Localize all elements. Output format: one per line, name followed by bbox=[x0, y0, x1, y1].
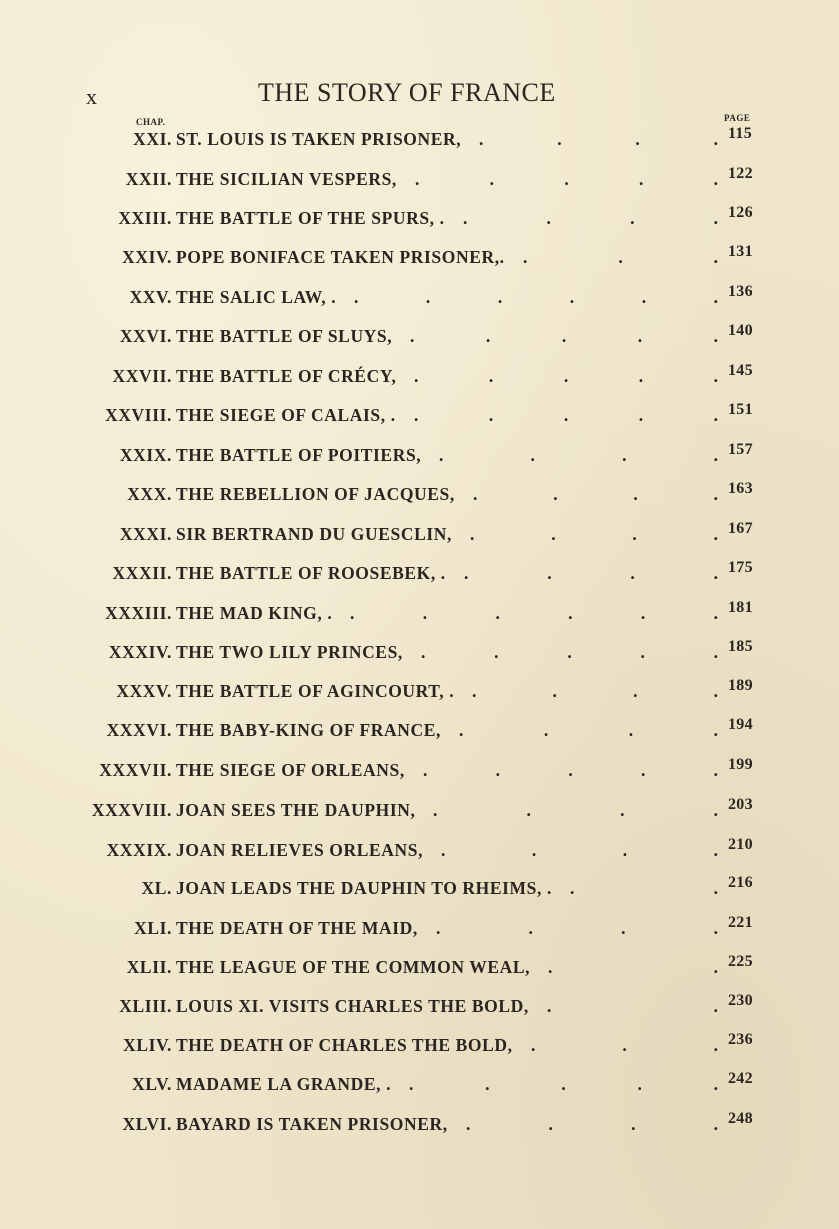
chapter-title: THE BABY-KING OF FRANCE, bbox=[176, 720, 441, 740]
page-reference: 163 bbox=[728, 480, 753, 497]
chapter-title: MADAME LA GRANDE, . bbox=[176, 1074, 392, 1094]
chapter-number: XLIII. bbox=[119, 996, 172, 1016]
chapter-title: THE MAD KING, . bbox=[176, 603, 333, 623]
page-reference: 203 bbox=[728, 796, 753, 813]
chapter-title: THE SICILIAN VESPERS, bbox=[176, 169, 397, 189]
chapter-number: XXXVI. bbox=[106, 720, 172, 740]
page-reference: 199 bbox=[728, 756, 753, 773]
toc-entry bbox=[0, 1070, 839, 1104]
dot-leader: . . bbox=[547, 996, 718, 1016]
chapter-title: THE BATTLE OF ROOSEBEK, . bbox=[176, 563, 446, 583]
page-reference: 230 bbox=[728, 992, 753, 1009]
dot-leader: . . bbox=[570, 878, 718, 898]
chapter-title: THE BATTLE OF SLUYS, bbox=[176, 326, 393, 346]
toc-entry bbox=[0, 165, 839, 199]
dot-leader: . . . . bbox=[433, 800, 718, 820]
page-reference: 167 bbox=[728, 520, 753, 537]
chapter-number: XXIX. bbox=[119, 445, 172, 465]
page-reference: 221 bbox=[728, 914, 753, 931]
chapter-title: THE BATTLE OF CRÉCY, bbox=[176, 366, 397, 386]
page-reference: 126 bbox=[728, 204, 753, 221]
chapter-number: XL. bbox=[141, 878, 172, 898]
dot-leader: . . . . bbox=[463, 208, 718, 228]
chapter-title: THE DEATH OF CHARLES THE BOLD, bbox=[176, 1035, 513, 1055]
page-number: x bbox=[86, 84, 98, 109]
dot-leader: . . . . . bbox=[410, 326, 718, 346]
toc-entry bbox=[0, 362, 839, 396]
chapter-title: JOAN RELIEVES ORLEANS, bbox=[176, 840, 424, 860]
toc-entry bbox=[0, 322, 839, 356]
dot-leader: . . bbox=[548, 957, 718, 977]
toc-entry bbox=[0, 953, 839, 987]
toc-entry bbox=[0, 677, 839, 711]
toc-entry bbox=[0, 638, 839, 672]
dot-leader: . . . . bbox=[459, 720, 718, 740]
toc-entry bbox=[0, 599, 839, 633]
dot-leader: . . . . bbox=[436, 918, 718, 938]
chapter-number: XXXIX. bbox=[106, 840, 172, 860]
chapter-number: XXII. bbox=[125, 169, 172, 189]
page-reference: 248 bbox=[728, 1110, 753, 1127]
toc-entry bbox=[0, 441, 839, 475]
toc-entry bbox=[0, 204, 839, 238]
page-reference: 131 bbox=[728, 243, 753, 260]
dot-leader: . . . bbox=[531, 1035, 718, 1055]
dot-leader: . . . . bbox=[472, 681, 718, 701]
toc-entry bbox=[0, 243, 839, 277]
chapter-number: XXI. bbox=[133, 129, 172, 149]
chap-column-label: CHAP. bbox=[136, 117, 166, 127]
page-reference: 181 bbox=[728, 599, 753, 616]
chapter-title: LOUIS XI. VISITS CHARLES THE BOLD, bbox=[176, 996, 529, 1016]
chapter-number: XLIV. bbox=[123, 1035, 172, 1055]
dot-leader: . . . . bbox=[464, 563, 718, 583]
dot-leader: . . . . bbox=[470, 524, 718, 544]
chapter-number: XLV. bbox=[132, 1074, 172, 1094]
chapter-number: XXXVII. bbox=[99, 760, 172, 780]
page-column-label: PAGE bbox=[724, 113, 751, 123]
toc-entry bbox=[0, 125, 839, 159]
chapter-title: THE LEAGUE OF THE COMMON WEAL, bbox=[176, 957, 531, 977]
chapter-title: THE REBELLION OF JACQUES, bbox=[176, 484, 455, 504]
dot-leader: . . . . . . bbox=[354, 287, 718, 307]
page-reference: 145 bbox=[728, 362, 753, 379]
chapter-title: THE TWO LILY PRINCES, bbox=[176, 642, 403, 662]
page-reference: 185 bbox=[728, 638, 753, 655]
toc-entry bbox=[0, 836, 839, 870]
dot-leader: . . . bbox=[523, 247, 718, 267]
page-reference: 210 bbox=[728, 836, 753, 853]
chapter-number: XXIII. bbox=[118, 208, 172, 228]
chapter-number: XXX. bbox=[127, 484, 172, 504]
chapter-title: THE SALIC LAW, . bbox=[176, 287, 337, 307]
toc-entry bbox=[0, 401, 839, 435]
chapter-number: XXXVIII. bbox=[91, 800, 172, 820]
dot-leader: . . . . . bbox=[421, 642, 718, 662]
toc-entry bbox=[0, 1110, 839, 1144]
chapter-number: XXXI. bbox=[119, 524, 172, 544]
page-reference: 157 bbox=[728, 441, 753, 458]
dot-leader: . . . . bbox=[441, 840, 718, 860]
page-reference: 194 bbox=[728, 716, 753, 733]
toc-entry bbox=[0, 559, 839, 593]
chapter-number: XXXIII. bbox=[105, 603, 172, 623]
chapter-title: THE BATTLE OF AGINCOURT, . bbox=[176, 681, 455, 701]
chapter-title: POPE BONIFACE TAKEN PRISONER,. bbox=[176, 247, 505, 267]
chapter-title: JOAN LEADS THE DAUPHIN TO RHEIMS, . bbox=[176, 878, 552, 898]
page-reference: 122 bbox=[728, 165, 753, 182]
chapter-title: THE BATTLE OF POITIERS, bbox=[176, 445, 422, 465]
toc-entry bbox=[0, 520, 839, 554]
toc-entry bbox=[0, 914, 839, 948]
chapter-number: XXV. bbox=[129, 287, 172, 307]
dot-leader: . . . . . bbox=[409, 1074, 718, 1094]
toc-entry bbox=[0, 874, 839, 908]
toc-entry bbox=[0, 756, 839, 790]
page-reference: 236 bbox=[728, 1031, 753, 1048]
chapter-title: SIR BERTRAND DU GUESCLIN, bbox=[176, 524, 452, 544]
page-reference: 225 bbox=[728, 953, 753, 970]
chapter-number: XXXV. bbox=[116, 681, 172, 701]
chapter-number: XLI. bbox=[134, 918, 172, 938]
chapter-number: XXVI. bbox=[119, 326, 172, 346]
dot-leader: . . . . . . bbox=[350, 603, 718, 623]
running-title: THE STORY OF FRANCE bbox=[258, 78, 556, 107]
chapter-title: BAYARD IS TAKEN PRISONER, bbox=[176, 1114, 448, 1134]
chapter-title: THE DEATH OF THE MAID, bbox=[176, 918, 418, 938]
toc-entry bbox=[0, 283, 839, 317]
dot-leader: . . . . . bbox=[414, 366, 718, 386]
page-reference: 189 bbox=[728, 677, 753, 694]
page-reference: 216 bbox=[728, 874, 753, 891]
chapter-number: XXVII. bbox=[112, 366, 172, 386]
chapter-number: XXXIV. bbox=[108, 642, 172, 662]
chapter-title: ST. LOUIS IS TAKEN PRISONER, bbox=[176, 129, 462, 149]
page-reference: 242 bbox=[728, 1070, 753, 1087]
chapter-title: THE BATTLE OF THE SPURS, . bbox=[176, 208, 445, 228]
dot-leader: . . . . . bbox=[415, 169, 718, 189]
chapter-title: THE SIEGE OF CALAIS, . bbox=[176, 405, 396, 425]
chapter-number: XLII. bbox=[126, 957, 172, 977]
dot-leader: . . . . . bbox=[423, 760, 718, 780]
toc-entry bbox=[0, 716, 839, 750]
chapter-number: XXXII. bbox=[112, 563, 172, 583]
page-reference: 151 bbox=[728, 401, 753, 418]
dot-leader: . . . . bbox=[473, 484, 718, 504]
dot-leader: . . . . bbox=[479, 129, 718, 149]
chapter-title: THE SIEGE OF ORLEANS, bbox=[176, 760, 405, 780]
chapter-number: XXVIII. bbox=[105, 405, 172, 425]
page-reference: 175 bbox=[728, 559, 753, 576]
toc-entry bbox=[0, 992, 839, 1026]
dot-leader: . . . . bbox=[466, 1114, 718, 1134]
dot-leader: . . . . . bbox=[414, 405, 718, 425]
toc-entry bbox=[0, 1031, 839, 1065]
toc-entry bbox=[0, 480, 839, 514]
chapter-number: XXIV. bbox=[122, 247, 172, 267]
page-reference: 140 bbox=[728, 322, 753, 339]
chapter-title: JOAN SEES THE DAUPHIN, bbox=[176, 800, 416, 820]
page-reference: 136 bbox=[728, 283, 753, 300]
dot-leader: . . . . bbox=[439, 445, 718, 465]
page-reference: 115 bbox=[728, 125, 753, 142]
toc-entry bbox=[0, 796, 839, 830]
chapter-number: XLVI. bbox=[122, 1114, 172, 1134]
